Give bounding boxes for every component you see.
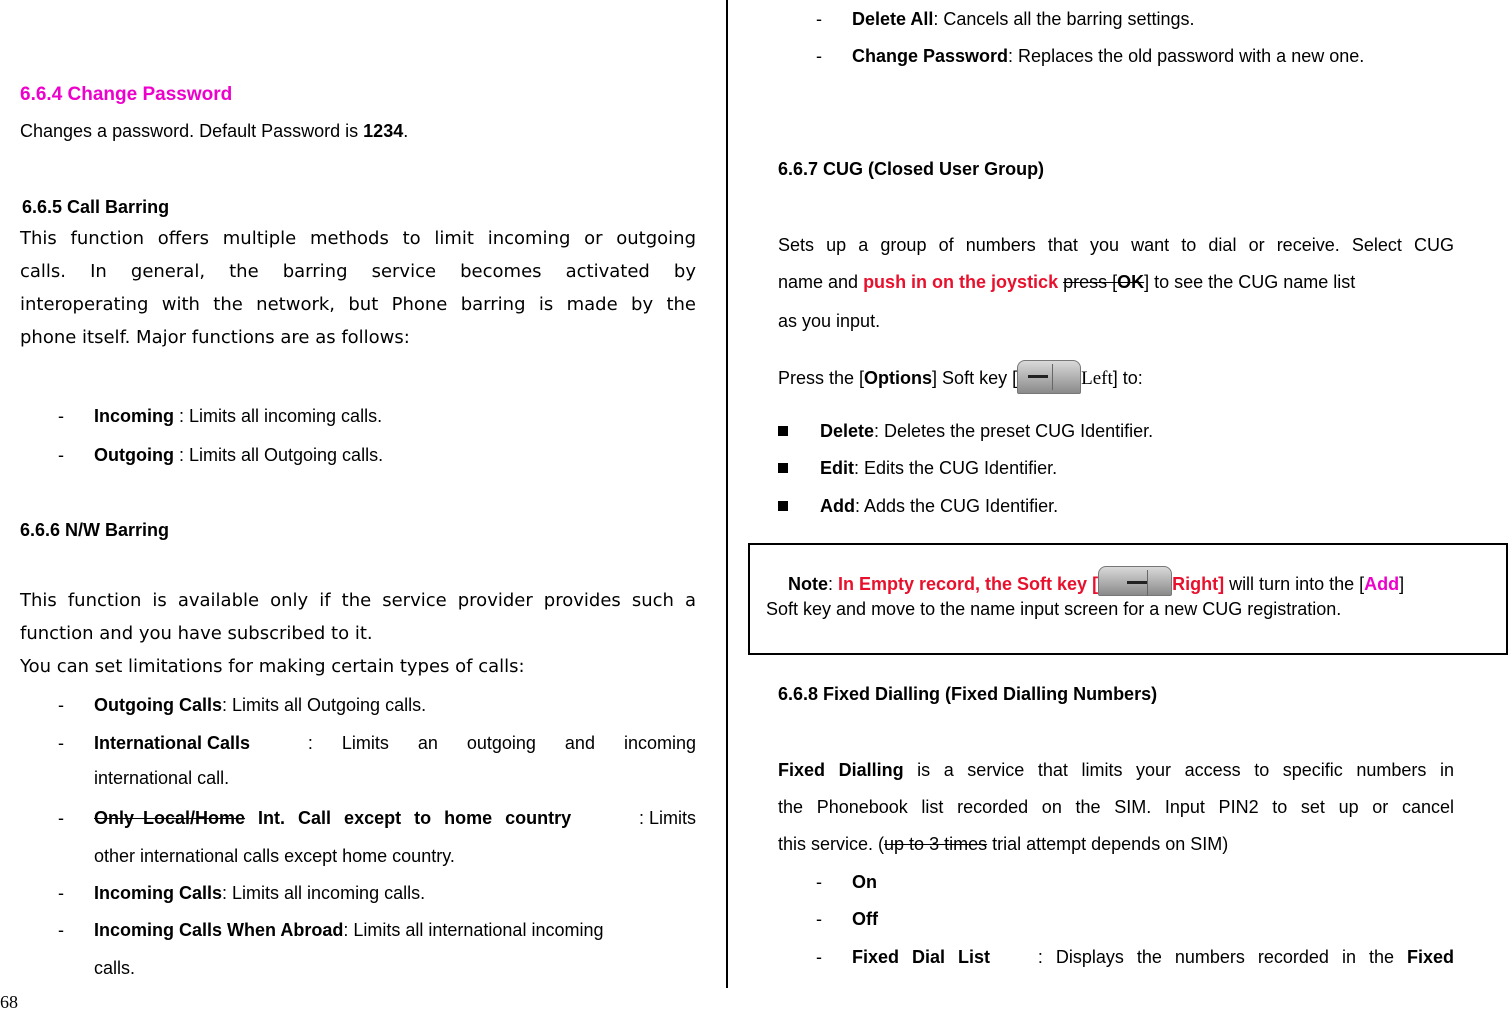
call-barring-para-l3: interoperating with the network, but Phone barring is made by the bbox=[20, 294, 696, 315]
section-6-6-5-title: 6.6.5 Call Barring bbox=[22, 197, 170, 217]
section-6-6-7-title: 6.6.7 CUG (Closed User Group) bbox=[778, 159, 1045, 179]
note-line-2: Soft key and move to the name input screen for a new CUG registration. bbox=[766, 599, 1342, 619]
options-instruction: Press the [Options] Soft key [ Left] to: bbox=[778, 360, 1143, 394]
nw-barring-para-l3: You can set limitations for making certain types of calls: bbox=[20, 656, 525, 677]
list-item-continuation: other international calls except home country. bbox=[94, 846, 455, 866]
cug-para-l2: name and push in on the joystick press [OK] to see the CUG name list bbox=[778, 272, 1356, 292]
nw-barring-para-l2: function and you have subscribed to it. bbox=[20, 623, 373, 644]
soft-key-icon bbox=[1098, 566, 1172, 596]
section-6-6-4-text: Changes a password. Default Password is 1234. bbox=[20, 121, 409, 141]
default-password: 1234 bbox=[363, 121, 404, 141]
soft-key-icon bbox=[1017, 360, 1081, 394]
fixed-dialling-para-l1: Fixed Dialling is a service that limits your access to specific numbers in bbox=[778, 760, 1454, 780]
cug-para-l3: as you input. bbox=[778, 311, 881, 331]
fixed-dialling-para-l2: the Phonebook list recorded on the SIM. Input PIN2 to set up or cancel bbox=[778, 797, 1454, 817]
page-number: 68 bbox=[0, 992, 18, 1012]
call-barring-para-l1: This function offers multiple methods to limit incoming or outgoing bbox=[20, 228, 696, 249]
fixed-dialling-para-l3: this service. (up to 3 times trial attempt depends on SIM) bbox=[778, 834, 1229, 854]
square-bullet-icon bbox=[778, 426, 788, 436]
list-item-continuation: calls. bbox=[94, 958, 136, 978]
call-barring-para-l2: calls. In general, the barring service becomes activated by bbox=[20, 261, 696, 282]
square-bullet-icon bbox=[778, 463, 788, 473]
nw-barring-para-l1: This function is available only if the service provider provides such a bbox=[20, 590, 696, 611]
note-line-1: Note: In Empty record, the Soft key [ Right] will turn into the [Add] bbox=[788, 566, 1404, 596]
section-6-6-8-title: 6.6.8 Fixed Dialling (Fixed Dialling Numbers) bbox=[778, 684, 1158, 704]
list-item-continuation: international call. bbox=[94, 768, 230, 788]
square-bullet-icon bbox=[778, 501, 788, 511]
section-6-6-6-title: 6.6.6 N/W Barring bbox=[20, 520, 170, 540]
cug-para-l1: Sets up a group of numbers that you want to dial or receive. Select CUG bbox=[778, 235, 1454, 255]
section-6-6-4-title: 6.6.4 Change Password bbox=[20, 84, 233, 105]
column-divider bbox=[726, 0, 728, 988]
call-barring-para-l4: phone itself. Major functions are as follows: bbox=[20, 327, 410, 348]
